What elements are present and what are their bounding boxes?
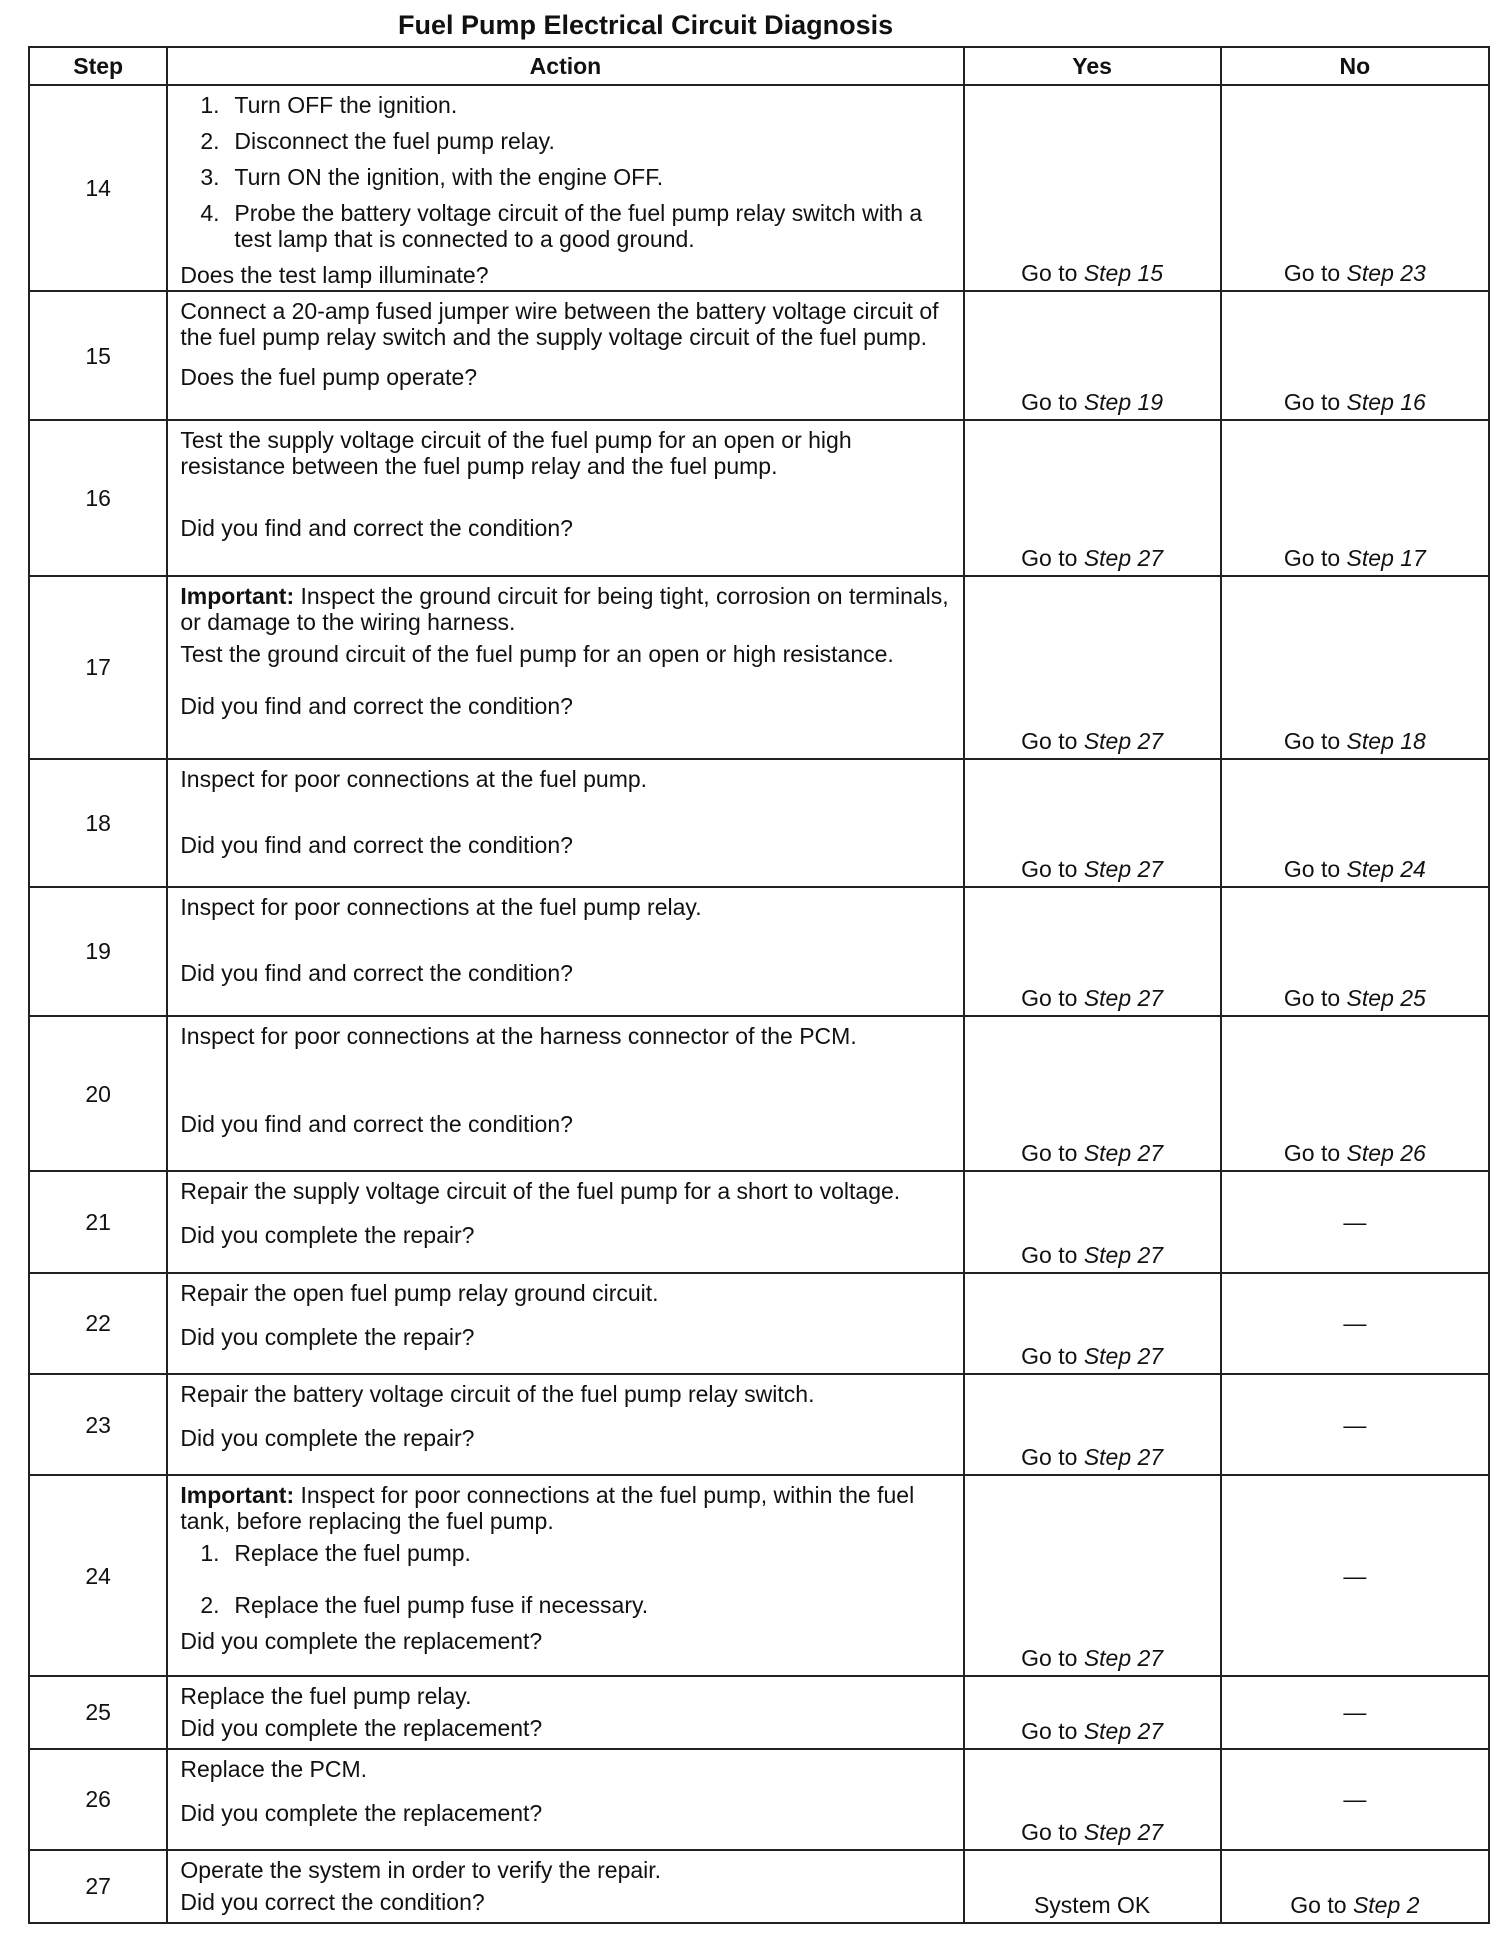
step-number: 25 — [29, 1676, 167, 1749]
table-row — [29, 85, 1489, 291]
step-number: 21 — [29, 1171, 167, 1272]
action-cell — [167, 420, 963, 576]
table-header-row — [29, 47, 1489, 85]
table-row — [29, 1171, 1489, 1272]
header-yes: Yes — [964, 47, 1221, 85]
go-to-label: Go to — [1021, 1343, 1078, 1370]
action-step-item — [180, 1592, 952, 1618]
yes-step-ref: Step 27 — [1083, 1644, 1164, 1671]
yes-cell — [964, 1273, 1221, 1374]
action-text: Repair the open fuel pump relay ground circuit. — [180, 1279, 659, 1306]
no-cell — [1221, 887, 1489, 1016]
important-note — [180, 1482, 952, 1534]
action-cell — [167, 291, 963, 420]
no-step-ref: Step 2 — [1352, 1892, 1420, 1918]
no-step-ref: Step 24 — [1346, 856, 1426, 883]
go-to-label: Go to — [1021, 1644, 1078, 1671]
yes-step-ref: Step 27 — [1083, 1140, 1164, 1167]
step-number: 22 — [29, 1273, 167, 1374]
yes-cell — [964, 759, 1221, 888]
go-to-label: Go to — [1283, 388, 1341, 415]
no-step-ref: Step 18 — [1346, 727, 1426, 754]
go-to-label: Go to — [1021, 544, 1078, 571]
action-question: Did you complete the repair? — [180, 1323, 475, 1350]
no-cell — [1221, 1475, 1489, 1675]
table-row — [29, 1273, 1489, 1374]
table-row — [29, 759, 1489, 888]
yes-cell — [964, 1475, 1221, 1675]
no-dash: — — [1343, 1699, 1367, 1726]
go-to-label: Go to — [1021, 1241, 1078, 1268]
action-cell — [167, 85, 963, 291]
item-text: Probe the battery voltage circuit of the fuel pump relay switch with a test lamp that is connected to a good ground. — [234, 200, 923, 252]
go-to-label: Go to — [1283, 544, 1341, 571]
action-cell — [167, 1475, 963, 1675]
action-step-item — [180, 128, 952, 154]
item-number: 1. — [200, 1540, 220, 1567]
go-to-label: Go to — [1021, 984, 1078, 1011]
important-note — [180, 583, 952, 635]
diagnosis-table — [28, 46, 1490, 1924]
no-cell — [1221, 291, 1489, 420]
action-cell — [167, 576, 963, 759]
yes-step-ref: Step 27 — [1083, 544, 1164, 571]
step-number: 24 — [29, 1475, 167, 1675]
header-no: No — [1221, 47, 1489, 85]
go-to-label: Go to — [1283, 727, 1341, 754]
no-step-ref: Step 23 — [1346, 260, 1426, 287]
item-number: 3. — [200, 164, 220, 190]
no-cell — [1221, 420, 1489, 576]
table-row — [29, 1016, 1489, 1172]
go-to-label: Go to — [1283, 984, 1341, 1011]
no-step-ref: Step 26 — [1346, 1140, 1426, 1167]
action-cell — [167, 1749, 963, 1850]
action-question: Did you find and correct the condition? — [180, 831, 573, 858]
yes-step-ref: Step 15 — [1083, 260, 1164, 287]
action-question: Did you find and correct the condition? — [180, 692, 573, 719]
go-to-label: Go to — [1021, 260, 1078, 287]
table-row — [29, 1850, 1489, 1923]
step-number: 20 — [29, 1016, 167, 1172]
yes-step-ref: Step 27 — [1083, 1717, 1164, 1744]
action-cell — [167, 1273, 963, 1374]
table-row — [29, 1749, 1489, 1850]
yes-cell — [964, 1016, 1221, 1172]
action-question: Does the fuel pump operate? — [180, 364, 478, 391]
item-text: Turn ON the ignition, with the engine OFF. — [234, 164, 664, 190]
action-cell — [167, 1676, 963, 1749]
yes-cell — [964, 420, 1221, 576]
yes-cell — [964, 576, 1221, 759]
table-row — [29, 420, 1489, 576]
no-cell — [1221, 1374, 1489, 1475]
go-to-label: Go to — [1283, 260, 1341, 287]
action-cell — [167, 759, 963, 888]
item-text: Turn OFF the ignition. — [234, 92, 458, 118]
no-step-ref: Step 25 — [1346, 984, 1426, 1011]
no-cell — [1221, 85, 1489, 291]
item-number: 1. — [200, 92, 220, 118]
yes-cell — [964, 291, 1221, 420]
step-number: 17 — [29, 576, 167, 759]
item-number: 2. — [200, 128, 220, 154]
no-cell — [1221, 576, 1489, 759]
action-question: Did you find and correct the condition? — [180, 1110, 573, 1137]
no-step-ref: Step 17 — [1346, 544, 1426, 571]
go-to-label: Go to — [1021, 388, 1078, 415]
yes-cell — [964, 1171, 1221, 1272]
header-action: Action — [167, 47, 963, 85]
item-number: 2. — [200, 1592, 220, 1619]
yes-step-ref: Step 27 — [1083, 1444, 1164, 1471]
table-row — [29, 887, 1489, 1016]
yes-cell — [964, 85, 1221, 291]
action-question: Did you complete the replacement? — [180, 1799, 543, 1826]
action-question: Did you complete the repair? — [180, 1425, 475, 1452]
step-number: 14 — [29, 85, 167, 291]
yes-step-ref: Step 27 — [1083, 856, 1164, 883]
action-step-item — [180, 92, 952, 118]
yes-step-ref: Step 27 — [1083, 1343, 1164, 1370]
important-label: Important: — [180, 1482, 295, 1509]
no-cell — [1221, 1676, 1489, 1749]
item-text: Disconnect the fuel pump relay. — [234, 128, 555, 154]
yes-cell — [964, 887, 1221, 1016]
action-text: Connect a 20-amp fused jumper wire between the battery voltage circuit of the fuel pump relay switch and the supply voltage circuit of the fuel pump. — [180, 298, 939, 351]
no-cell — [1221, 1749, 1489, 1850]
go-to-label: Go to — [1021, 1444, 1078, 1471]
action-question: Did you complete the repair? — [180, 1222, 475, 1249]
header-step: Step — [29, 47, 167, 85]
no-dash: — — [1343, 1562, 1367, 1589]
yes-cell — [964, 1850, 1221, 1923]
step-number: 15 — [29, 291, 167, 420]
action-text: Replace the fuel pump relay. — [180, 1682, 472, 1709]
step-number: 16 — [29, 420, 167, 576]
action-text: Operate the system in order to verify the repair. — [180, 1856, 662, 1883]
table-row — [29, 1374, 1489, 1475]
table-row — [29, 291, 1489, 420]
go-to-label: Go to — [1283, 856, 1341, 883]
action-step-item — [180, 200, 952, 252]
yes-step-ref: Step 27 — [1083, 1818, 1164, 1845]
no-cell — [1221, 759, 1489, 888]
step-number: 27 — [29, 1850, 167, 1923]
go-to-label: Go to — [1283, 1140, 1341, 1167]
action-question: Did you find and correct the condition? — [180, 514, 573, 541]
no-dash: — — [1343, 1786, 1367, 1813]
table-row — [29, 1676, 1489, 1749]
yes-step-ref: Step 27 — [1083, 727, 1164, 754]
action-cell — [167, 1850, 963, 1923]
action-step-item — [180, 1540, 952, 1566]
action-text: Test the ground circuit of the fuel pump for an open or high resistance. — [180, 640, 894, 667]
important-text: Inspect for poor connections at the fuel pump, within the fuel tank, before replacing the fuel pump. — [180, 1482, 915, 1535]
action-text: Repair the supply voltage circuit of the fuel pump for a short to voltage. — [180, 1178, 901, 1205]
item-text: Replace the fuel pump. — [234, 1540, 471, 1567]
action-question: Did you complete the replacement? — [180, 1628, 543, 1655]
action-cell — [167, 1374, 963, 1475]
table-row — [29, 576, 1489, 759]
item-text: Replace the fuel pump fuse if necessary. — [234, 1592, 649, 1619]
step-number: 19 — [29, 887, 167, 1016]
no-dash: — — [1343, 1411, 1367, 1438]
yes-step-ref: Step 19 — [1083, 388, 1164, 415]
action-question: Did you correct the condition? — [180, 1888, 485, 1915]
yes-cell — [964, 1749, 1221, 1850]
action-text: Replace the PCM. — [180, 1755, 368, 1782]
action-step-item — [180, 164, 952, 190]
action-question: Does the test lamp illuminate? — [180, 262, 489, 288]
action-question: Did you find and correct the condition? — [180, 960, 573, 987]
no-cell — [1221, 1850, 1489, 1923]
action-text: Repair the battery voltage circuit of the fuel pump relay switch. — [180, 1381, 815, 1408]
page-title: Fuel Pump Electrical Circuit Diagnosis — [398, 10, 894, 40]
go-to-label: Go to — [1021, 1140, 1078, 1167]
step-number: 23 — [29, 1374, 167, 1475]
no-step-ref: Step 16 — [1346, 388, 1426, 415]
yes-result: System OK — [1033, 1892, 1151, 1918]
step-number: 26 — [29, 1749, 167, 1850]
important-text: Inspect the ground circuit for being tight, corrosion on terminals, or damage to the wiring harness. — [180, 582, 949, 635]
go-to-label: Go to — [1021, 1818, 1078, 1845]
yes-step-ref: Step 27 — [1083, 984, 1164, 1011]
no-dash: — — [1343, 1209, 1367, 1236]
action-text: Inspect for poor connections at the fuel pump. — [180, 765, 648, 792]
yes-cell — [964, 1374, 1221, 1475]
go-to-label: Go to — [1021, 856, 1078, 883]
no-cell — [1221, 1016, 1489, 1172]
action-question: Did you complete the replacement? — [180, 1714, 543, 1741]
no-cell — [1221, 1273, 1489, 1374]
go-to-label: Go to — [1290, 1892, 1347, 1918]
no-cell — [1221, 1171, 1489, 1272]
action-cell — [167, 1016, 963, 1172]
go-to-label: Go to — [1021, 1717, 1078, 1744]
table-body — [29, 85, 1489, 1923]
step-number: 18 — [29, 759, 167, 888]
go-to-label: Go to — [1021, 727, 1078, 754]
action-cell — [167, 887, 963, 1016]
table-row — [29, 1475, 1489, 1675]
yes-cell — [964, 1676, 1221, 1749]
no-dash: — — [1343, 1310, 1367, 1337]
important-label: Important: — [180, 582, 295, 609]
action-cell — [167, 1171, 963, 1272]
item-number: 4. — [200, 200, 220, 226]
action-text: Inspect for poor connections at the harness connector of the PCM. — [180, 1022, 857, 1049]
action-text: Inspect for poor connections at the fuel pump relay. — [180, 894, 702, 921]
yes-step-ref: Step 27 — [1083, 1241, 1164, 1268]
action-text: Test the supply voltage circuit of the fuel pump for an open or high resistance between the fuel pump relay and the fuel pump. — [180, 426, 852, 479]
